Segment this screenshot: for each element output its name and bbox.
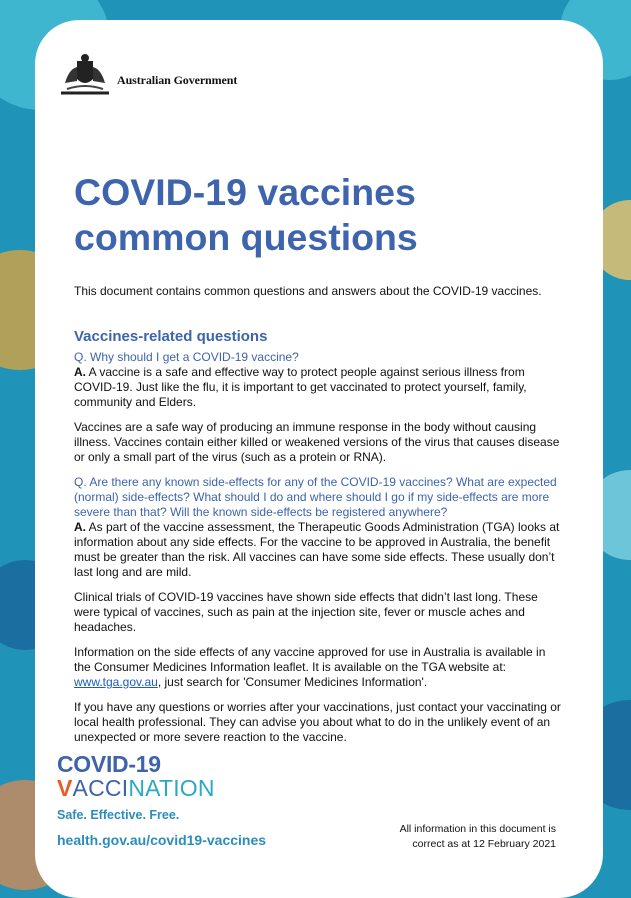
title-line-2: common questions [74,216,418,258]
date-note-line-2: correct as at 12 February 2021 [412,838,556,850]
answer-2-text: As part of the vaccine assessment, the Therapeutic Goods Administration (TGA) looks at information about any side effects. For the vaccine to be approved in Australia, the benefit must be greater than the risk. All vaccines can have some side effects. These usually don’t last long and are mild. [74,520,560,579]
logo-check-v: V [57,775,73,801]
tga-text-after: , just search for 'Consumer Medicines Information'. [157,675,428,689]
logo-line-2 [57,776,215,800]
logo-acci: ACCI [72,775,129,801]
section-heading: Vaccines-related questions [74,328,268,345]
tga-link[interactable]: www.tga.gov.au [74,675,158,689]
answer-2-prefix: A. [74,520,86,534]
page-title [74,170,574,260]
answer-1-prefix: A. [74,365,86,379]
date-note [356,822,556,852]
date-note-line-1: All information in this document is [399,823,556,835]
paragraph-contact: If you have any questions or worries after your vaccinations, just contact your vaccinating or local health professional. They can advise you about what to do in the unlikely event of an unexpected or more severe reaction to the vaccine. [74,700,561,744]
intro-text: This document contains common questions and answers about the COVID-19 vaccines. [74,284,542,298]
answer-1-text: A vaccine is a safe and effective way to protect people against serious illness from COVID-19. Just like the flu, it is important to get vaccinated to protect yourself, family, community and Elders. [74,365,527,409]
title-line-1: COVID-19 vaccines [74,171,416,213]
question-block-1 [74,350,562,410]
question-1: Q. Why should I get a COVID-19 vaccine? [74,350,299,364]
footer-url: health.gov.au/covid19-vaccines [57,832,267,848]
logo-line-1: COVID-19 [57,751,161,777]
question-2: Q. Are there any known side-effects for any of the COVID-19 vaccines? What are expected (normal) side-effects? What should I do and where should I go if my side-effects are more severe than that? Will the known side-effects be registered anywhere? [74,475,557,519]
paragraph-vaccines-info: Vaccines are a safe way of producing an immune response in the body without causing illness. Vaccines contain either killed or weakened versions of the virus that causes disease or only a small part of the virus (such as a protein or RNA). [74,420,560,464]
paragraph-clinical-trials: Clinical trials of COVID-19 vaccines have shown side effects that didn’t last long. These were typical of vaccines, such as pain at the injection site, fever or muscle aches and headaches. [74,590,538,634]
coat-of-arms-icon [57,53,113,102]
answer-1 [74,365,562,410]
government-name: Australian Government [117,73,238,87]
government-header [57,53,237,102]
answer-2 [74,520,562,580]
tagline: Safe. Effective. Free. [57,808,180,822]
questions-section [74,328,562,755]
paragraph-tga-info [74,645,562,690]
covid-vaccination-logo [57,752,215,800]
tga-text-before: Information on the side effects of any vaccine approved for use in Australia is available in the Consumer Medicines Information leaflet. It is available on the TGA website at: [74,645,546,674]
logo-nation: NATION [128,775,215,801]
question-block-2 [74,475,562,580]
